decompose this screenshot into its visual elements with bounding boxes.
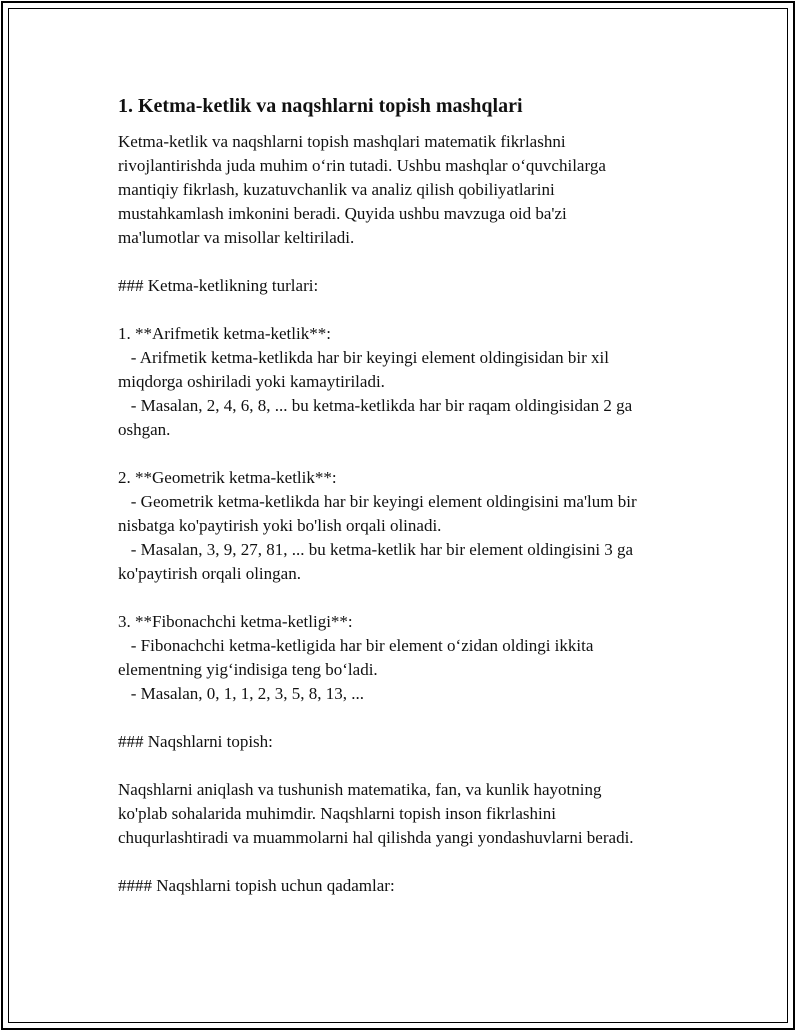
paragraph (118, 130, 688, 250)
text-line: ### Naqshlarni topish: (118, 732, 273, 751)
paragraph (118, 466, 688, 586)
paragraph-gap (118, 850, 688, 874)
text-line: - Geometrik ketma-ketlikda har bir keyingi element oldingisini ma'lum bir (118, 492, 637, 511)
paragraph-gap (118, 442, 688, 466)
text-line: 1. **Arifmetik ketma-ketlik**: (118, 324, 331, 343)
paragraph-gap (118, 706, 688, 730)
document-title: 1. Ketma-ketlik va naqshlarni topish mashqlari (118, 95, 523, 117)
text-line: miqdorga oshiriladi yoki kamaytiriladi. (118, 372, 385, 391)
text-line: mustahkamlash imkonini beradi. Quyida ushbu mavzuga oid ba'zi (118, 204, 567, 223)
text-line: rivojlantirishda juda muhim o‘rin tutadi. Ushbu mashqlar o‘quvchilarga (118, 156, 606, 175)
text-line: 2. **Geometrik ketma-ketlik**: (118, 468, 337, 487)
text-line: - Masalan, 2, 4, 6, 8, ... bu ketma-ketlikda har bir raqam oldingisidan 2 ga (118, 396, 633, 415)
paragraph (118, 730, 688, 754)
text-line: - Arifmetik ketma-ketlikda har bir keyingi element oldingisidan bir xil (118, 348, 609, 367)
text-line: - Masalan, 3, 9, 27, 81, ... bu ketma-ketlik har bir element oldingisini 3 ga (118, 540, 634, 559)
text-line: chuqurlashtiradi va muammolarni hal qilishda yangi yondashuvlarni beradi. (118, 828, 634, 847)
paragraph (118, 874, 688, 898)
text-line: Ketma-ketlik va naqshlarni topish mashqlari matematik fikrlashni (118, 132, 566, 151)
paragraph-gap (118, 298, 688, 322)
text-line: Naqshlarni aniqlash va tushunish matematika, fan, va kunlik hayotning (118, 780, 602, 799)
text-line: 3. **Fibonachchi ketma-ketligi**: (118, 612, 353, 631)
document-blocks (118, 130, 688, 898)
paragraph-gap (118, 586, 688, 610)
paragraph-gap (118, 250, 688, 274)
paragraph (118, 322, 688, 442)
text-line: - Fibonachchi ketma-ketligida har bir element o‘zidan oldingi ikkita (118, 636, 594, 655)
paragraph (118, 610, 688, 706)
text-line: ko'plab sohalarida muhimdir. Naqshlarni topish inson fikrlashini (118, 804, 556, 823)
text-line: ko'paytirish orqali olingan. (118, 564, 301, 583)
text-line: #### Naqshlarni topish uchun qadamlar: (118, 876, 395, 895)
text-line: oshgan. (118, 420, 171, 439)
paragraph (118, 778, 688, 850)
text-line: - Masalan, 0, 1, 1, 2, 3, 5, 8, 13, ... (118, 684, 365, 703)
text-line: mantiqiy fikrlash, kuzatuvchanlik va analiz qilish qobiliyatlarini (118, 180, 555, 199)
paragraph-gap (118, 754, 688, 778)
text-line: elementning yig‘indisiga teng bo‘ladi. (118, 660, 378, 679)
text-line: ma'lumotlar va misollar keltiriladi. (118, 228, 355, 247)
paragraph (118, 274, 688, 298)
document-body (118, 94, 688, 898)
text-line: ### Ketma-ketlikning turlari: (118, 276, 319, 295)
text-line: nisbatga ko'paytirish yoki bo'lish orqali olinadi. (118, 516, 442, 535)
